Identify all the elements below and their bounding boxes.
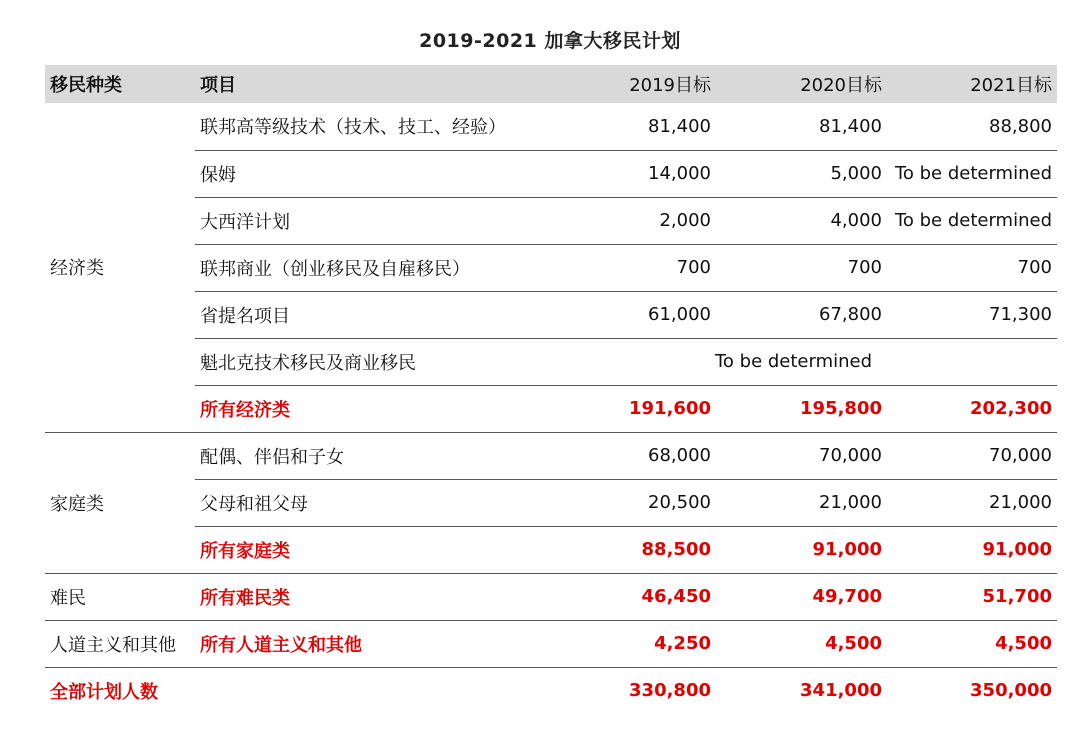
table-row: [45, 150, 1057, 197]
value-2019: 14,000: [525, 150, 716, 197]
category-family: 家庭类: [45, 432, 195, 573]
total-2021: 350,000: [970, 680, 1052, 702]
value-2019: 4,250: [525, 620, 716, 667]
item-label: 保姆: [195, 150, 525, 197]
category-refugee: 难民: [45, 573, 195, 620]
value-2020: 49,700: [716, 573, 887, 620]
subtotal-row: [45, 526, 1057, 573]
header-category: 移民种类: [50, 75, 122, 96]
value-2020: 700: [716, 244, 887, 291]
value-2020: 70,000: [716, 432, 887, 479]
item-label: 大西洋计划: [195, 197, 525, 244]
total-row: [45, 667, 1057, 714]
spanned-value: To be determined: [525, 338, 1057, 385]
total-2020: 341,000: [800, 680, 882, 702]
item-label: 父母和祖父母: [195, 479, 525, 526]
value-2020: 91,000: [716, 526, 887, 573]
value-2019: 2,000: [525, 197, 716, 244]
value-2019: 700: [525, 244, 716, 291]
item-label: 所有经济类: [195, 385, 525, 432]
table-row: [45, 338, 1057, 385]
item-label: 所有难民类: [195, 573, 525, 620]
value-2021: 71,300: [887, 291, 1057, 338]
value-2020: 5,000: [716, 150, 887, 197]
header-item: 项目: [200, 75, 236, 96]
table-title: 2019-2021 加拿大移民计划: [419, 30, 681, 52]
item-label: 联邦高等级技术（技术、技工、经验）: [195, 103, 525, 150]
total-label: 全部计划人数: [50, 681, 158, 703]
category-economic: 经济类: [45, 103, 195, 432]
value-2019: 68,000: [525, 432, 716, 479]
value-2019: 61,000: [525, 291, 716, 338]
value-2021: 4,500: [887, 620, 1057, 667]
item-label: 联邦商业（创业移民及自雇移民）: [195, 244, 525, 291]
value-2020: 67,800: [716, 291, 887, 338]
value-2021: 51,700: [887, 573, 1057, 620]
value-2021: To be determined: [887, 197, 1057, 244]
value-2021: 21,000: [887, 479, 1057, 526]
item-label: 配偶、伴侣和子女: [195, 432, 525, 479]
value-2019: 191,600: [525, 385, 716, 432]
value-2021: To be determined: [887, 150, 1057, 197]
table-row: [45, 197, 1057, 244]
item-label: 省提名项目: [195, 291, 525, 338]
subtotal-row: [45, 573, 1057, 620]
subtotal-row: [45, 620, 1057, 667]
header-2020: 2020目标: [800, 75, 882, 96]
value-2020: 81,400: [716, 103, 887, 150]
subtotal-row: [45, 385, 1057, 432]
table-row: [45, 103, 1057, 150]
value-2020: 195,800: [716, 385, 887, 432]
total-2019: 330,800: [629, 680, 711, 702]
value-2019: 88,500: [525, 526, 716, 573]
item-label: 所有人道主义和其他: [195, 620, 525, 667]
value-2021: 70,000: [887, 432, 1057, 479]
value-2020: 4,500: [716, 620, 887, 667]
value-2019: 20,500: [525, 479, 716, 526]
value-2021: 91,000: [887, 526, 1057, 573]
value-2021: 88,800: [887, 103, 1057, 150]
table-row: [45, 432, 1057, 479]
table-row: [45, 291, 1057, 338]
value-2021: 202,300: [887, 385, 1057, 432]
table-row: [45, 244, 1057, 291]
value-2020: 4,000: [716, 197, 887, 244]
header-row: [45, 65, 1057, 103]
value-2019: 46,450: [525, 573, 716, 620]
header-2019: 2019目标: [629, 75, 711, 96]
table-row: [45, 479, 1057, 526]
item-label: 所有家庭类: [195, 526, 525, 573]
header-2021: 2021目标: [970, 75, 1052, 96]
category-humanitarian: 人道主义和其他: [45, 620, 195, 667]
immigration-plan-table: [45, 65, 1057, 714]
item-label: 魁北克技术移民及商业移民: [195, 338, 525, 385]
value-2020: 21,000: [716, 479, 887, 526]
value-2021: 700: [887, 244, 1057, 291]
value-2019: 81,400: [525, 103, 716, 150]
